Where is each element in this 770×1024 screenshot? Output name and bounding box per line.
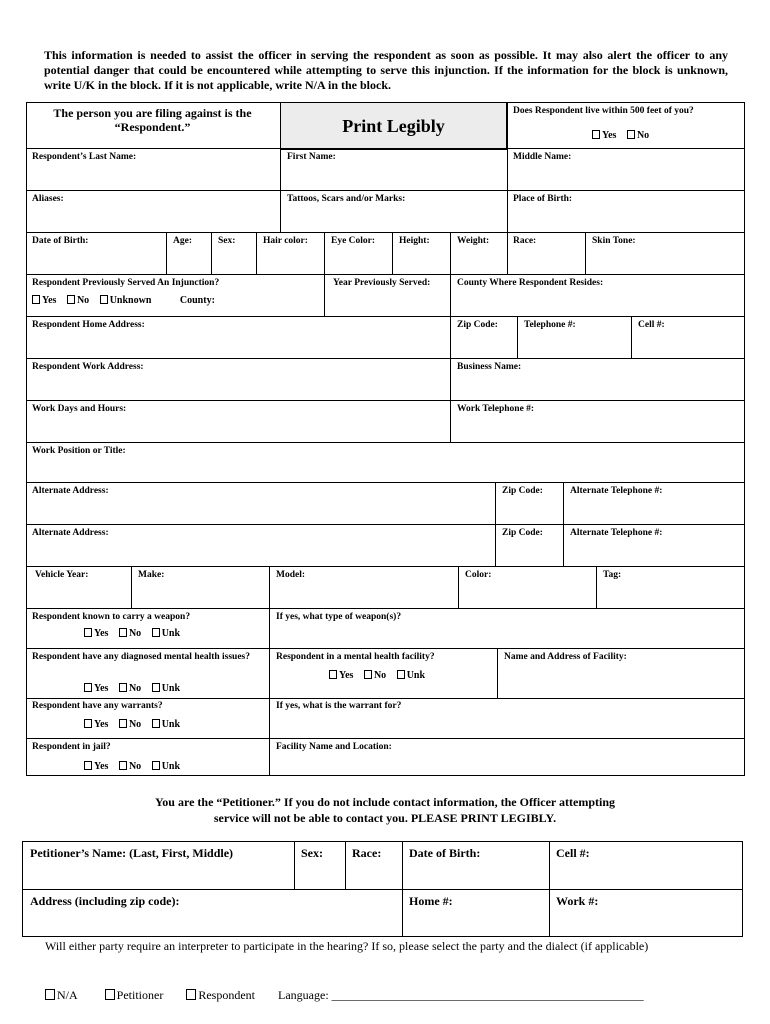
yes-text: Yes <box>42 295 57 306</box>
county-resides-label: County Where Respondent Resides: <box>457 278 604 288</box>
petitioner-sex-label: Sex: <box>301 846 323 860</box>
weapon-yes-checkbox[interactable] <box>84 628 92 637</box>
work-address-label: Respondent Work Address: <box>32 362 144 372</box>
no-text: No <box>128 628 142 639</box>
first-name-label: First Name: <box>287 152 336 162</box>
unk-text: Unk <box>161 628 181 639</box>
weight-label: Weight: <box>457 236 490 246</box>
model-label: Model: <box>276 570 306 580</box>
unk-text: Unk <box>161 719 181 730</box>
mental-facility-no-checkbox[interactable] <box>364 670 372 679</box>
interpreter-respondent-checkbox[interactable] <box>186 989 196 1000</box>
no-text: No <box>128 719 142 730</box>
home-address-label: Respondent Home Address: <box>32 320 145 330</box>
mental-facility-unk-checkbox[interactable] <box>397 670 405 679</box>
jail-unk-checkbox[interactable] <box>152 761 160 770</box>
alt-zip-label-2: Zip Code: <box>502 528 543 538</box>
warrants-no-checkbox[interactable] <box>119 719 127 728</box>
na-text: N/A <box>57 988 78 1002</box>
interpreter-options <box>45 988 644 1003</box>
make-label: Make: <box>138 570 165 580</box>
race-label: Race: <box>513 236 537 246</box>
alt-address-label-1: Alternate Address: <box>32 486 109 496</box>
no-text: No <box>128 683 142 694</box>
jail-label: Respondent in jail? <box>32 742 111 752</box>
mental-no-checkbox[interactable] <box>119 683 127 692</box>
interpreter-question: Will either party require an interpreter to participate in the hearing? If so, please select the party and the dialect (if applicable) <box>45 939 649 953</box>
tattoos-label: Tattoos, Scars and/or Marks: <box>287 194 406 204</box>
mental-options <box>84 683 188 694</box>
warrants-options <box>84 719 188 730</box>
weapon-options <box>84 628 188 639</box>
petitioner-heading-1: You are the “Petitioner.” If you do not include contact information, the Officer attempting <box>154 795 616 809</box>
eye-label: Eye Color: <box>331 236 376 246</box>
color-label: Color: <box>465 570 492 580</box>
within-500-label: Does Respondent live within 500 feet of you? <box>513 106 694 116</box>
yes-text: Yes <box>94 683 109 694</box>
no-text: No <box>76 295 90 306</box>
prev-served-label: Respondent Previously Served An Injunction? <box>32 278 220 288</box>
no-text: No <box>636 130 650 141</box>
yes-text: Yes <box>94 628 109 639</box>
warrants-unk-checkbox[interactable] <box>152 719 160 728</box>
petitioner-race-label: Race: <box>352 846 382 860</box>
petitioner-cell-label: Cell #: <box>556 846 590 860</box>
zip-label: Zip Code: <box>457 320 498 330</box>
alt-address-label-2: Alternate Address: <box>32 528 109 538</box>
facility-loc-label: Facility Name and Location: <box>276 742 392 752</box>
unk-text: Unk <box>406 670 426 681</box>
middle-name-label: Middle Name: <box>513 152 572 162</box>
cell-label: Cell #: <box>638 320 665 330</box>
unk-text: Unk <box>161 761 181 772</box>
unk-text: Unk <box>161 683 181 694</box>
facility-name-label: Name and Address of Facility: <box>504 652 627 662</box>
warrants-label: Respondent have any warrants? <box>32 701 163 711</box>
age-label: Age: <box>173 236 192 246</box>
yes-text: Yes <box>94 761 109 772</box>
weapon-type-label: If yes, what type of weapon(s)? <box>276 612 402 622</box>
tag-label: Tag: <box>603 570 622 580</box>
petitioner-heading-2: service will not be able to contact you. PLEASE PRINT LEGIBLY. <box>213 811 557 825</box>
petitioner-text: Petitioner <box>116 988 164 1002</box>
jail-no-checkbox[interactable] <box>119 761 127 770</box>
alt-tel-label-2: Alternate Telephone #: <box>570 528 663 538</box>
jail-yes-checkbox[interactable] <box>84 761 92 770</box>
prev-served-options <box>32 295 215 306</box>
aliases-label: Aliases: <box>32 194 64 204</box>
print-legibly-title: Print Legibly <box>342 116 445 136</box>
unknown-text: Unknown <box>109 295 152 306</box>
petitioner-name-label: Petitioner’s Name: (Last, First, Middle) <box>30 846 234 860</box>
skin-label: Skin Tone: <box>592 236 636 246</box>
hair-label: Hair color: <box>263 236 308 246</box>
yes-text: Yes <box>339 670 354 681</box>
weapon-unk-checkbox[interactable] <box>152 628 160 637</box>
weapon-label: Respondent known to carry a weapon? <box>32 612 191 622</box>
work-position-label: Work Position or Title: <box>32 446 126 456</box>
interpreter-na-checkbox[interactable] <box>45 989 55 1000</box>
respondent-heading: The person you are filing against is the “Respondent.” <box>53 106 252 134</box>
yes-text: Yes <box>602 130 617 141</box>
prev-served-no-checkbox[interactable] <box>67 295 75 304</box>
language-field[interactable]: Language: ____________________________________________________ <box>278 988 644 1002</box>
petitioner-home-label: Home #: <box>409 894 453 908</box>
interpreter-petitioner-checkbox[interactable] <box>105 989 115 1000</box>
instructions-paragraph: This information is needed to assist the officer in serving the respondent as soon as possible. It may also alert the officer to any potential danger that could be encountered while attempting to serve this injunction. If the information for the block is unknown, write U/K in the block. If it is not applicable, write N/A in the block. <box>44 48 728 92</box>
warrants-yes-checkbox[interactable] <box>84 719 92 728</box>
height-label: Height: <box>399 236 430 246</box>
vehicle-year-label: Vehicle Year: <box>35 570 89 580</box>
yes-text: Yes <box>94 719 109 730</box>
work-days-label: Work Days and Hours: <box>32 404 127 414</box>
prev-served-unknown-checkbox[interactable] <box>100 295 108 304</box>
no-text: No <box>373 670 387 681</box>
last-name-label: Respondent’s Last Name: <box>32 152 137 162</box>
work-tel-label: Work Telephone #: <box>457 404 535 414</box>
dob-label: Date of Birth: <box>32 236 89 246</box>
within-500-yes-checkbox[interactable] <box>592 130 600 139</box>
jail-options <box>84 761 188 772</box>
mental-facility-label: Respondent in a mental health facility? <box>276 652 435 662</box>
warrant-for-label: If yes, what is the warrant for? <box>276 701 402 711</box>
mental-unk-checkbox[interactable] <box>152 683 160 692</box>
business-label: Business Name: <box>457 362 522 372</box>
within-500-options <box>592 130 657 141</box>
weapon-no-checkbox[interactable] <box>119 628 127 637</box>
place-of-birth-label: Place of Birth: <box>513 194 573 204</box>
alt-tel-label-1: Alternate Telephone #: <box>570 486 663 496</box>
respondent-text: Respondent <box>198 988 256 1002</box>
sex-label: Sex: <box>218 236 236 246</box>
alt-zip-label-1: Zip Code: <box>502 486 543 496</box>
within-500-no-checkbox[interactable] <box>627 130 635 139</box>
mental-label: Respondent have any diagnosed mental health issues? <box>32 652 251 662</box>
prev-served-yes-checkbox[interactable] <box>32 295 40 304</box>
petitioner-work-label: Work #: <box>556 894 599 908</box>
mental-facility-options <box>329 670 433 681</box>
no-text: No <box>128 761 142 772</box>
telephone-label: Telephone #: <box>524 320 576 330</box>
mental-yes-checkbox[interactable] <box>84 683 92 692</box>
year-prev-label: Year Previously Served: <box>333 278 431 288</box>
petitioner-dob-label: Date of Birth: <box>409 846 481 860</box>
county-label: County: <box>179 295 215 306</box>
petitioner-address-label: Address (including zip code): <box>30 894 180 908</box>
mental-facility-yes-checkbox[interactable] <box>329 670 337 679</box>
